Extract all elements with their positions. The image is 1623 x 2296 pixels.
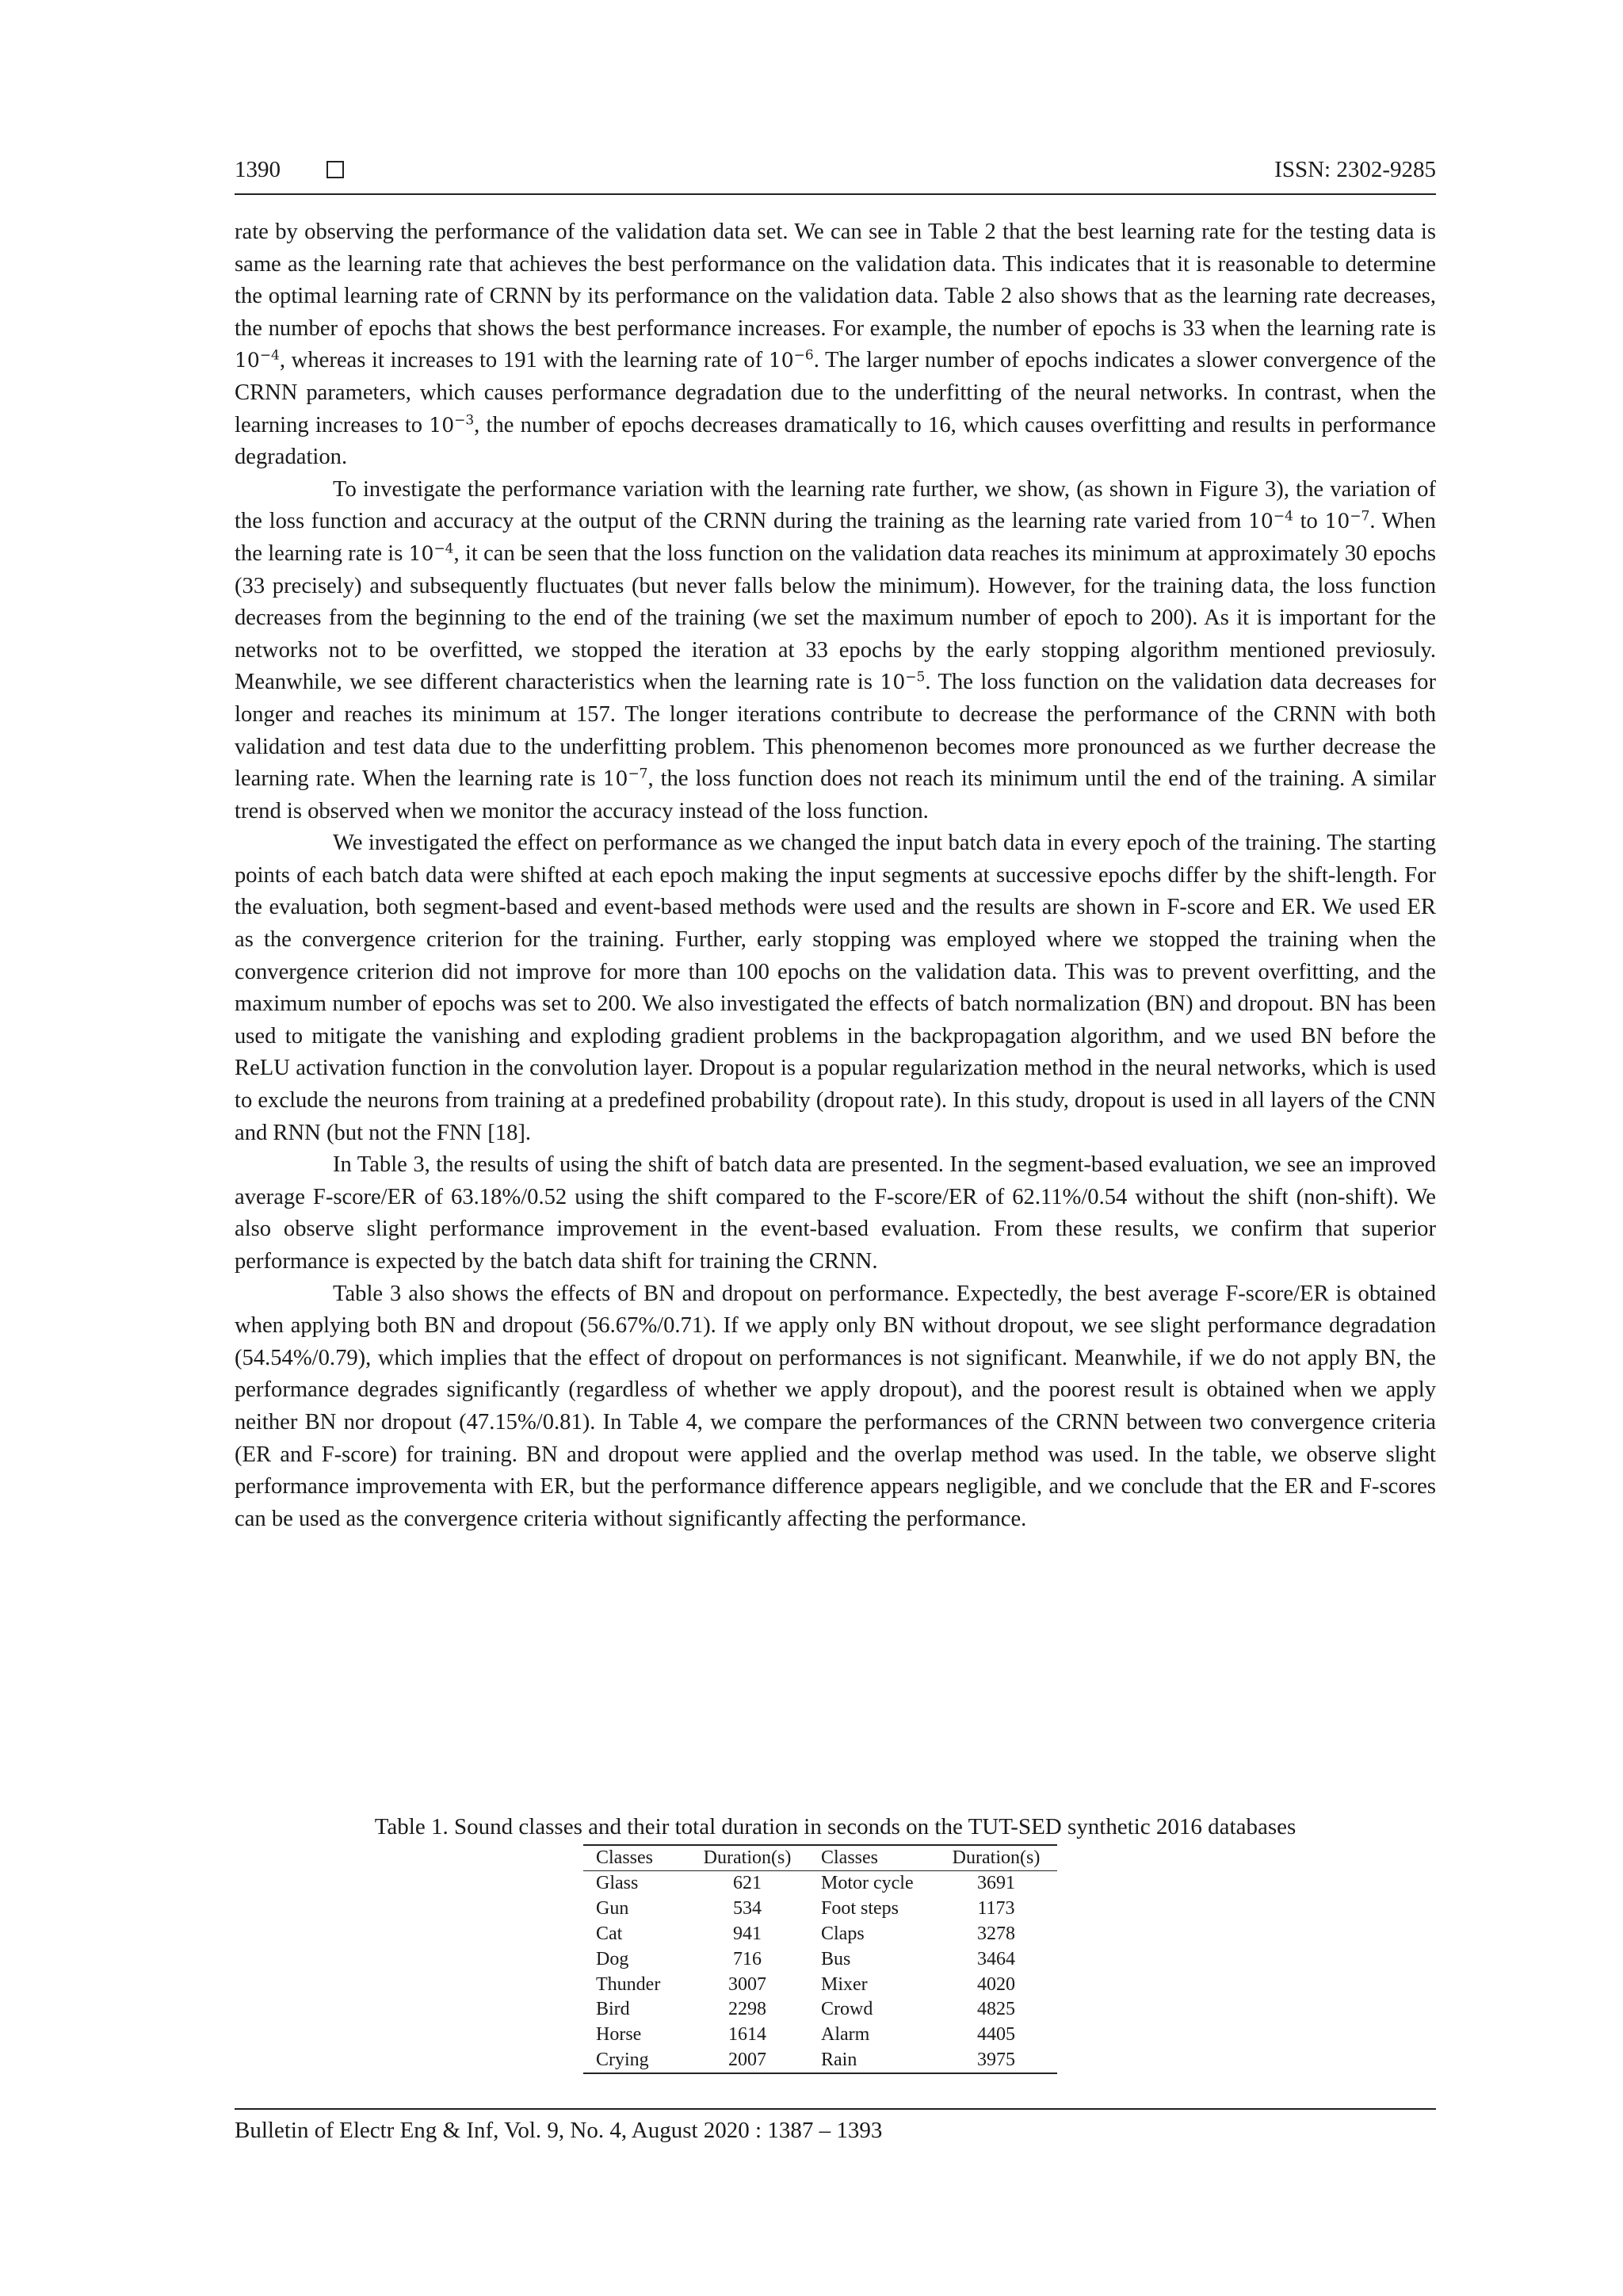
math-10e-4: $10^{-4}$ [1248, 509, 1293, 533]
math-10e-4: $10^{-4}$ [235, 348, 280, 372]
table-row: Bird 2298 Crowd 4825 [596, 1999, 1015, 2020]
table-row: Horse 1614 Alarm 4405 [596, 2024, 1015, 2046]
journal-citation: Bulletin of Electr Eng & Inf, Vol. 9, No. 4, August 2020 : 1387 – 1393 [235, 2118, 883, 2143]
math-10e-6: $10^{-6}$ [768, 348, 814, 372]
paragraph-1: rate by observing the performance of the validation data set. We can see in Table 2 that the best learning rate for the testing data is same as the learning rate that achieves the best performance on the validation data. This indicates that it is reasonable to determine the optimal learning rate of CRNN by its performance on the validation data. Table 2 also shows that as the learning rate decreases, the number of epochs that shows the best performance increases. For example, the number of epochs is 33 when the learning rate is $10^{-4}$, whereas it increases to 191 with the learning rate of $10^{-6}$. The larger number of epochs indicates a slower convergence of the CRNN parameters, which causes performance degradation due to the underfitting of the neural networks. In contrast, when the learning increases to $10^{-3}$, the number of epochs decreases dramatically to 16, which causes overfitting and results in performance degradation. [235, 220, 1436, 470]
math-10e-5: $10^{-5}$ [880, 669, 926, 694]
math-10e-3: $10^{-3}$ [429, 412, 475, 437]
table-header-row [583, 1845, 1057, 1871]
column-header: Duration(s) [703, 1847, 792, 1868]
math-10e-7: $10^{-7}$ [602, 766, 648, 791]
math-10e-4: $10^{-4}$ [408, 541, 454, 565]
square-bullet-icon [327, 161, 344, 178]
table-1-caption: Table 1. Sound classes and their total duration in seconds on the TUT-SED synthetic 2016 databases [374, 1814, 1296, 1839]
table-1 [583, 1844, 1057, 2074]
table-row: Crying 2007 Rain 3975 [583, 2048, 1057, 2074]
paragraph-4: In Table 3, the results of using the shift of batch data are presented. In the segment-based evaluation, we see an improved average F-score/ER of 63.18%/0.52 using the shift compared to the F-score/ER of 62.11%/0.54 without the shift (non-shift). We also observe slight performance improvement in the event-based evaluation. From these results, we confirm that superior performance is expected by the batch data shift for training the CRNN. [235, 1152, 1436, 1274]
body-text [235, 216, 1436, 1535]
page-number: 1390 [235, 157, 281, 182]
issn-label: ISSN: 2302-9285 [1274, 157, 1436, 182]
paragraph-5: Table 3 also shows the effects of BN and dropout on performance. Expectedly, the best average F-score/ER is obtained when applying both BN and dropout (56.67%/0.71). If we apply only BN without dropout, we see slight performance degradation (54.54%/0.79), which implies that the effect of dropout on performances is not significant. Meanwhile, if we do not apply BN, the performance degrades significantly (regardless of whether we apply dropout), and the poorest result is obtained when we apply neither BN nor dropout (47.15%/0.81). In Table 4, we compare the performances of the CRNN between two convergence criteria (ER and F-score) for training. BN and dropout were applied and the overlap method was used. In the table, we observe slight performance improvementa with ER, but the performance difference appears negligible, and we conclude that the ER and F-scores can be used as the convergence criteria without significantly affecting the performance. [235, 1281, 1436, 1531]
page-footer [235, 2108, 1436, 2144]
paragraph-3: We investigated the effect on performance as we changed the input batch data in every epoch of the training. The starting points of each batch data were shifted at each epoch making the input segments at successive epochs differ by the shift-length. For the evaluation, both segment-based and event-based methods were used and the results are shown in F-score and ER. We used ER as the convergence criterion for the training. Further, early stopping was employed where we stopped the training when the convergence criterion did not improve for more than 100 epochs on the validation data. This was to prevent overfitting, and the maximum number of epochs was set to 200. We also investigated the effects of batch normalization (BN) and dropout. BN has been used to mitigate the vanishing and exploding gradient problems in the backpropagation algorithm, and we used BN before the ReLU activation function in the convolution layer. Dropout is a popular regularization method in the neural networks, which is used to exclude the neurons from training at a predefined probability (dropout rate). In this study, dropout is used in all layers of the CNN and RNN (but not the FNN [18]. [235, 831, 1436, 1145]
column-header: Classes [596, 1847, 653, 1868]
column-header: Classes [821, 1847, 878, 1868]
column-header: Duration(s) [952, 1847, 1041, 1868]
table-row: Dog 716 Bus 3464 [596, 1948, 1015, 1969]
table-row: Glass 621 Motor cycle 3691 [596, 1873, 1015, 1894]
paragraph-2: To investigate the performance variation with the learning rate further, we show, (as shown in Figure 3), the variation of the loss function and accuracy at the output of the CRNN during the training as the learning rate varied from $10^{-4}$ to $10^{-7}$. When the learning rate is $10^{-4}$, it can be seen that the loss function on the validation data reaches its minimum at approximately 30 epochs (33 precisely) and subsequently fluctuates (but never falls below the minimum). However, for the training data, the loss function decreases from the beginning to the end of the training (we set the maximum number of epoch to 200). As it is important for the networks not to be overfitted, we stopped the iteration at 33 epochs by the early stopping algorithm mentioned previosuly. Meanwhile, we see different characteristics when the learning rate is $10^{-5}$. The loss function on the validation data decreases for longer and reaches its minimum at 157. The longer iterations contribute to decrease the performance of the CRNN with both validation and test data due to the underfitting problem. This phenomenon becomes more pronounced as we further decrease the learning rate. When the learning rate is $10^{-7}$, the loss function does not reach its minimum until the end of the training. A similar trend is observed when we monitor the accuracy instead of the loss function. [235, 476, 1436, 823]
page-header [235, 154, 1436, 195]
table-row: Thunder 3007 Mixer 4020 [596, 1973, 1015, 1995]
math-10e-7: $10^{-7}$ [1324, 509, 1370, 533]
table-row: Cat 941 Claps 3278 [596, 1923, 1015, 1944]
table-row: Gun 534 Foot steps 1173 [596, 1898, 1015, 1920]
